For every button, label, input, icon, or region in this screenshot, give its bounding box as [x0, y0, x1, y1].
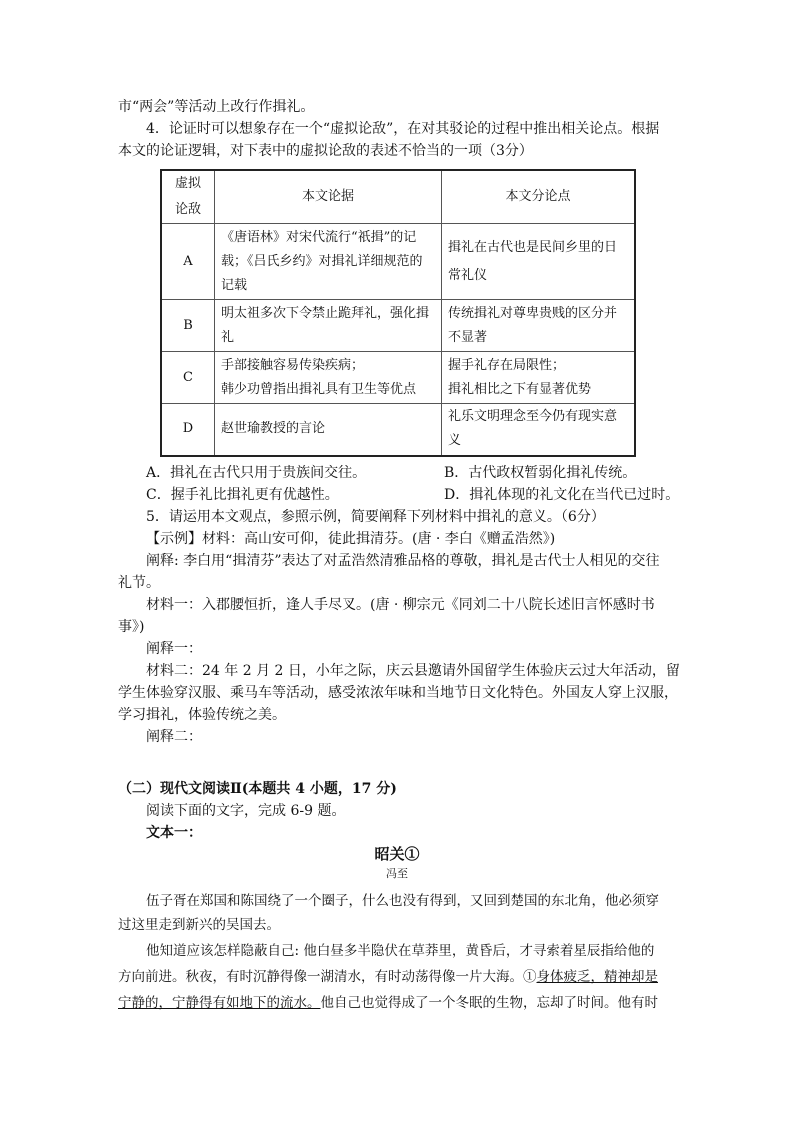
q4-line1: 4．论证时可以想象存在一个“虚拟论敌”，在对其驳论的过程中推出相关论点。根据 — [146, 121, 660, 137]
para2-line3 — [118, 993, 658, 1013]
row-key: C — [161, 352, 215, 404]
para2-line3-text: 他自己也觉得成了一个冬眠的生物，忘却了时间。他有时 — [320, 995, 658, 1011]
section2-instruction: 阅读下面的文字，完成 6-9 题。 — [146, 803, 346, 819]
table-row — [161, 224, 635, 300]
q5-material1: 材料一：入郡腰恒折，逢人手尽叉。(唐 · 柳宗元《同刘二十八院长述旧言怀感时书 — [146, 597, 655, 613]
q4-line2: 本文的论证逻辑，对下表中的虚拟论敌的表述不恰当的一项（3分） — [118, 143, 533, 159]
row-point: 揖礼在古代也是民间乡里的日 常礼仪 — [442, 224, 636, 300]
q5-example-material: 【示例】材料：高山安可仰，徒此揖清芬。(唐 · 李白《赠孟浩然》) — [146, 531, 556, 547]
table-row — [161, 352, 635, 404]
table-row — [161, 300, 635, 352]
row-key: A — [161, 224, 215, 300]
q4-option-c: C．握手礼比揖礼更有优越性。 — [146, 487, 339, 503]
row-evidence: 明太祖多次下令禁止跪拜礼，强化揖 礼 — [215, 300, 442, 352]
underlined-sentence-part2: 宁静的，宁静得有如地下的流水。 — [118, 995, 321, 1011]
text-one-label: 文本一： — [146, 825, 202, 841]
q5-material2-end: 学习揖礼，体验传统之美。 — [118, 707, 286, 723]
q5-interp1: 阐释一： — [146, 641, 202, 657]
article-author: 冯至 — [386, 867, 408, 880]
q5-line1: 5．请运用本文观点，参照示例，简要阐释下列材料中揖礼的意义。（6分） — [146, 509, 605, 525]
row-evidence: 手部接触容易传染疾病； 韩少功曾指出揖礼具有卫生等优点 — [215, 352, 442, 404]
debate-table — [160, 169, 636, 457]
q5-example-interp: 阐释: 李白用“揖清芬”表达了对孟浩然清雅品格的尊敬，揖礼是古代士人相见的交往 — [146, 553, 660, 569]
q4-option-d: D．揖礼体现的礼文化在当代已过时。 — [444, 487, 680, 503]
q5-interp2: 阐释二： — [146, 729, 202, 745]
row-evidence: 《唐语林》对宋代流行“祇揖”的记 载；《吕氏乡约》对揖礼详细规范的 记载 — [215, 224, 442, 300]
section2-heading: （二）现代文阅读Ⅱ(本题共 4 小题，17 分) — [118, 781, 397, 797]
para2-line2 — [118, 967, 658, 987]
header-point: 本文分论点 — [442, 170, 636, 224]
article-title: 昭关① — [374, 845, 420, 863]
q5-material2-cont: 学生体验穿汉服、乘马车等活动，感受浓浓年味和当地节日文化特色。外国友人穿上汉服， — [118, 685, 678, 701]
q5-material1-cont: 事》) — [118, 619, 145, 635]
row-point: 礼乐文明理念至今仍有现实意 义 — [442, 404, 636, 456]
q4-option-b: B．古代政权暂弱化揖礼传统。 — [444, 465, 637, 481]
header-evidence: 本文论据 — [215, 170, 442, 224]
table-row — [161, 404, 635, 456]
row-key: D — [161, 404, 215, 456]
row-key: B — [161, 300, 215, 352]
header-opponent: 虚拟 论敌 — [161, 170, 215, 224]
row-point: 传统揖礼对尊卑贵贱的区分并 不显著 — [442, 300, 636, 352]
para2-line1: 他知道应该怎样隐蔽自己: 他白昼多半隐伏在草莽里，黄昏后，才寻索着星辰指给他的 — [146, 943, 655, 959]
top-line: 市“两会”等活动上改行作揖礼。 — [118, 99, 315, 115]
row-evidence: 赵世瑜教授的言论 — [215, 404, 442, 456]
q4-option-a: A．揖礼在古代只用于贵族间交往。 — [146, 465, 367, 481]
row-point: 握手礼存在局限性； 揖礼相比之下有显著优势 — [442, 352, 636, 404]
para1-line2: 过这里走到新兴的吴国去。 — [118, 917, 280, 933]
table-header-row — [161, 170, 635, 224]
underlined-sentence-part1: 身体疲乏，精神却是 — [536, 969, 658, 985]
q5-example-interp-cont: 礼节。 — [118, 575, 160, 591]
q5-material2: 材料二：24 年 2 月 2 日，小年之际，庆云县邀请外国留学生体验庆云过大年活动，留 — [146, 663, 680, 679]
para2-line2-text: 方向前进。秋夜，有时沉静得像一湖清水，有时动荡得像一片大海。① — [118, 969, 537, 985]
para1-line1: 伍子胥在郑国和陈国绕了一个圈子，什么也没有得到，又回到楚国的东北角，他必须穿 — [146, 893, 659, 909]
